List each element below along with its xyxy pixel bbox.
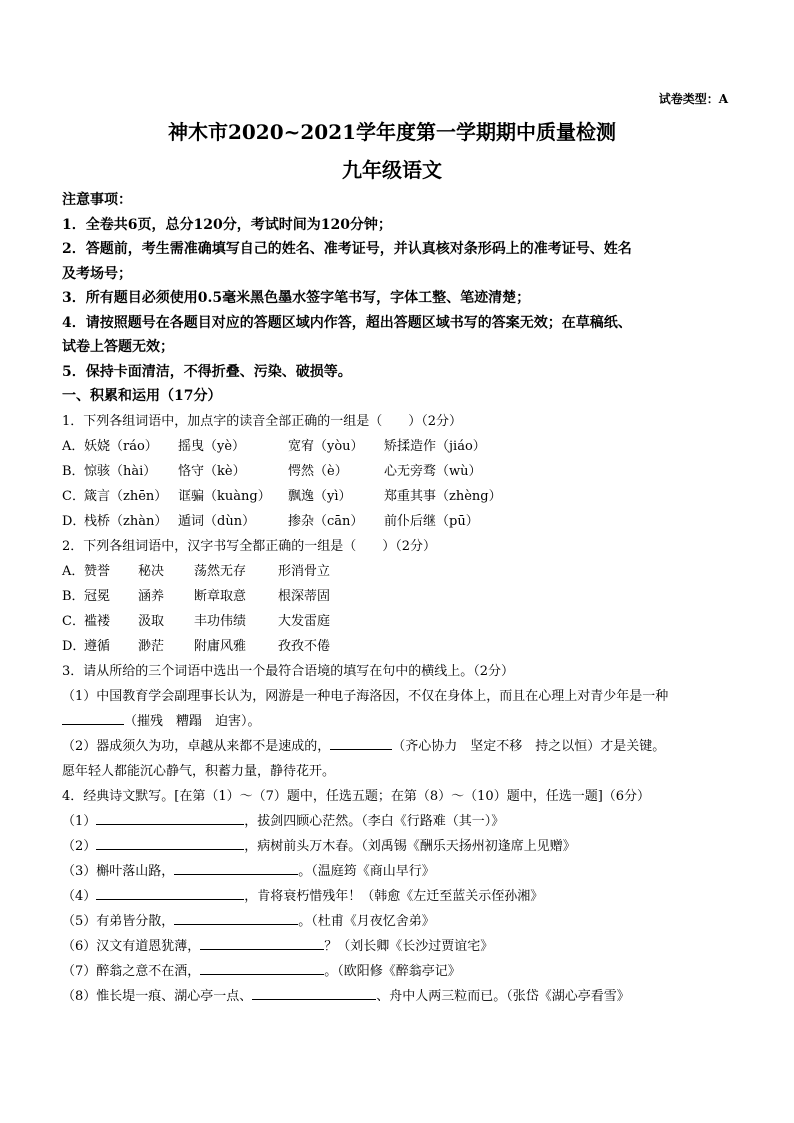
q2-option-d[interactable] xyxy=(62,634,722,659)
option-word: 栈桥（zhàn） xyxy=(84,514,168,529)
question-1-stem: 1．下列各组词语中，加点字的读音全部正确的一组是（ ）（2分） xyxy=(62,414,463,429)
q4-item-8 xyxy=(62,984,722,1009)
option-word: 涵养 xyxy=(138,589,165,604)
q4-item-suffix: 。（欧阳修《醉翁亭记》 xyxy=(324,964,461,979)
answer-blank[interactable] xyxy=(252,985,376,1000)
q4-item-prefix: （3）槲叶落山路， xyxy=(62,864,175,879)
q4-item-suffix: ，肯将衰朽惜残年！（韩愈《左迁至蓝关示侄孙湘》 xyxy=(244,889,544,904)
exam-title: 神木市2020~2021学年度第一学期期中质量检测 xyxy=(167,120,617,144)
option-word: 妖娆（ráo） xyxy=(84,439,158,454)
q4-item-7 xyxy=(62,959,722,984)
q4-item-suffix: ，拔剑四顾心茫然。（李白《行路难（其一）》 xyxy=(244,814,505,829)
q4-item-2 xyxy=(62,834,722,859)
q4-item-prefix: （2） xyxy=(62,839,97,854)
answer-blank[interactable] xyxy=(330,735,392,750)
q4-item-suffix: ，病树前头万木春。（刘禹锡《酬乐天扬州初逢席上见赠》 xyxy=(244,839,576,854)
answer-blank[interactable] xyxy=(174,860,298,875)
notes-item: 2．答题前，考生需准确填写自己的姓名、准考证号，并认真核对条形码上的准考证号、姓名 xyxy=(62,241,632,257)
q2-option-b[interactable] xyxy=(62,584,722,609)
option-word: 孜孜不倦 xyxy=(278,639,331,654)
option-word: 形消骨立 xyxy=(278,564,331,579)
option-word: 掺杂（cān） xyxy=(288,514,364,529)
option-letter: D． xyxy=(62,514,86,529)
exam-subtitle: 九年级语文 xyxy=(342,158,442,182)
option-word: 宽宥（yòu） xyxy=(288,439,364,454)
option-word: 褴褛 xyxy=(84,614,111,629)
answer-blank[interactable] xyxy=(200,935,324,950)
q4-item-suffix: ？（刘长卿《长沙过贾谊宅》 xyxy=(324,939,494,954)
option-letter: C． xyxy=(62,489,85,504)
option-word: 根深蒂固 xyxy=(278,589,331,604)
q3-sentence-1-line-1: （1）中国教育学会副理事长认为，网游是一种电子海洛因，不仅在身体上，而且在心理上对青少年是一种 xyxy=(62,689,669,704)
option-word: 前仆后继（pū） xyxy=(384,514,479,529)
q3-sentence-text: （2）器成须久为功，卓越从来都不是速成的， xyxy=(62,739,331,754)
q4-item-prefix: （5）有弟皆分散， xyxy=(62,914,175,929)
notes-item: 5．保持卡面清洁，不得折叠、污染、破损等。 xyxy=(62,363,352,380)
option-word: 赞誉 xyxy=(84,564,111,579)
q3-sentence-2-line-2: 愿年轻人都能沉心静气，积蓄力量，静待花开。 xyxy=(62,764,336,779)
question-2-stem: 2．下列各组词语中，汉字书写全都正确的一组是（ ）（2分） xyxy=(62,539,437,554)
q4-item-prefix: （8）惟长堤一痕、湖心亭一点、 xyxy=(62,989,253,1004)
option-word: 秘决 xyxy=(138,564,165,579)
q1-option-b[interactable] xyxy=(62,459,722,484)
q4-item-4 xyxy=(62,884,722,909)
option-word: 愕然（è） xyxy=(288,464,348,479)
answer-blank[interactable] xyxy=(174,910,298,925)
q4-item-suffix: 。（温庭筠《商山早行》 xyxy=(298,864,435,879)
option-word: 大发雷庭 xyxy=(278,614,331,629)
option-letter: C． xyxy=(62,614,85,629)
option-word: 冠冕 xyxy=(84,589,111,604)
q4-item-5 xyxy=(62,909,722,934)
answer-blank[interactable] xyxy=(96,810,244,825)
option-word: 飘逸（yì） xyxy=(288,489,352,504)
q4-item-6 xyxy=(62,934,722,959)
option-word: 心无旁骛（wù） xyxy=(384,464,482,479)
option-word: 箴言（zhēn） xyxy=(84,489,168,504)
answer-blank[interactable] xyxy=(200,960,324,975)
q1-option-c[interactable] xyxy=(62,484,722,509)
option-word: 恪守（kè） xyxy=(178,464,246,479)
option-word: 遁词（dùn） xyxy=(178,514,256,529)
notes-item: 及考场号； xyxy=(62,265,132,282)
paper-type-label: 试卷类型：A xyxy=(658,92,728,106)
answer-blank[interactable] xyxy=(62,710,124,725)
option-letter: D． xyxy=(62,639,86,654)
answer-blank[interactable] xyxy=(96,835,244,850)
q1-option-d[interactable] xyxy=(62,509,722,534)
option-letter: B． xyxy=(62,589,85,604)
q4-item-suffix: 。（杜甫《月夜忆舍弟》 xyxy=(298,914,435,929)
option-letter: A． xyxy=(62,564,85,579)
option-word: 摇曳（yè） xyxy=(178,439,246,454)
notes-item: 4．请按照题号在各题目对应的答题区域内作答，超出答题区域书写的答案无效；在草稿纸、 xyxy=(62,314,632,331)
notes-item: 3．所有题目必须使用0.5毫米黑色墨水签字笔书写，字体工整、笔迹清楚； xyxy=(62,290,531,306)
answer-blank[interactable] xyxy=(96,885,244,900)
q3-sentence-2-line-1 xyxy=(62,734,722,759)
option-word: 荡然无存 xyxy=(194,564,247,579)
q3-choices: （摧残 糟蹋 迫害）。 xyxy=(124,714,261,729)
option-word: 惊骇（hài） xyxy=(84,464,157,479)
section-heading: 一、积累和运用（17分） xyxy=(62,388,222,404)
q4-item-prefix: （6）汉文有道恩犹薄， xyxy=(62,939,201,954)
q4-item-prefix: （1） xyxy=(62,814,97,829)
q4-item-prefix: （4） xyxy=(62,889,97,904)
option-word: 附庸风雅 xyxy=(194,639,247,654)
option-word: 断章取意 xyxy=(194,589,247,604)
notes-heading: 注意事项： xyxy=(62,192,132,208)
option-word: 诓骗（kuàng） xyxy=(178,489,271,504)
q1-option-a[interactable] xyxy=(62,434,722,459)
option-word: 汲取 xyxy=(138,614,165,629)
option-letter: B． xyxy=(62,464,85,479)
q4-item-prefix: （7）醉翁之意不在酒， xyxy=(62,964,201,979)
q3-choices: （齐心协力 坚定不移 持之以恒）才是关键。 xyxy=(392,739,666,754)
q2-option-c[interactable] xyxy=(62,609,722,634)
q4-item-1 xyxy=(62,809,722,834)
option-word: 遵循 xyxy=(84,639,111,654)
question-4-stem: 4．经典诗文默写。[在第（1）～（7）题中，任选五题；在第（8）～（10）题中，任选一题]（6分） xyxy=(62,789,651,804)
option-word: 郑重其事（zhèng） xyxy=(384,489,502,504)
question-3-stem: 3．请从所给的三个词语中选出一个最符合语境的填写在句中的横线上。（2分） xyxy=(62,664,515,679)
q3-sentence-1-line-2 xyxy=(62,709,722,734)
q2-option-a[interactable] xyxy=(62,559,722,584)
notes-block xyxy=(62,188,722,384)
option-word: 矫揉造作（jiáo） xyxy=(384,439,486,454)
q4-item-suffix: 、舟中人两三粒而已。（张岱《湖心亭看雪》 xyxy=(376,989,630,1004)
option-letter: A． xyxy=(62,439,85,454)
option-word: 渺茫 xyxy=(138,639,165,654)
notes-item: 试卷上答题无效； xyxy=(62,339,174,355)
q4-item-3 xyxy=(62,859,722,884)
notes-item: 1．全卷共6页，总分120分，考试时间为120分钟； xyxy=(62,216,392,233)
option-word: 丰功伟绩 xyxy=(194,614,247,629)
